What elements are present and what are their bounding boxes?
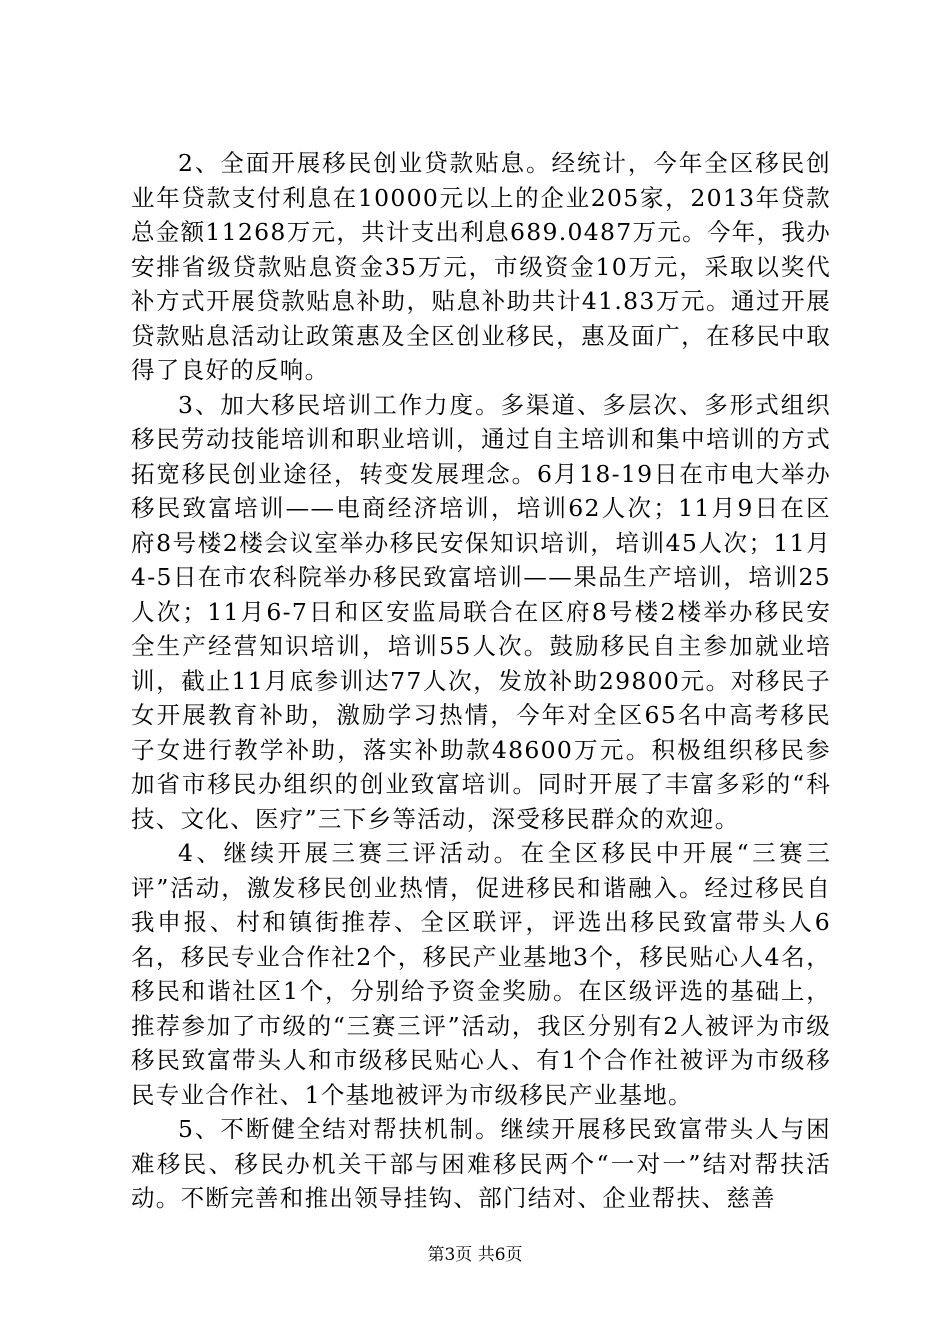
paragraph-three-contests: 4、继续开展三赛三评活动。在全区移民中开展“三赛三评”活动，激发移民创业热情，促进移民和谐融入。经过移民自我申报、村和镇街推荐、全区联评，评选出移民致富带头人6名，移民专业合作社2个，移民产业基地3个，移民贴心人4名，移民和谐社区1个，分别给予资金奖励。在区级评选的基础上，推荐参加了市级的“三赛三评”活动，我区分别有2人被评为市级移民致富带头人和市级移民贴心人、有1个合作社被评为市级移民专业合作社、1个基地被评为市级移民产业基地。 [131,839,831,1109]
paragraph-pairing-assistance: 5、不断健全结对帮扶机制。继续开展移民致富带头人与困难移民、移民办机关干部与困难移民两个“一对一”结对帮扶活动。不断完善和推出领导挂钩、部门结对、企业帮扶、慈善 [131,1115,831,1212]
document-body [131,146,831,1216]
paragraph-training: 3、加大移民培训工作力度。多渠道、多层次、多形式组织移民劳动技能培训和职业培训，通过自主培训和集中培训的方式拓宽移民创业途径，转变发展理念。6月18-19日在市电大举办移民致富培训——电商经济培训，培训62人次；11月9日在区府8号楼2楼会议室举办移民安保知识培训，培训45人次；11月4-5日在市农科院举办移民致富培训——果品生产培训，培训25人次；11月6-7日和区安监局联合在区府8号楼2楼举办移民安全生产经营知识培训，培训55人次。鼓励移民自主参加就业培训，截止11月底参训达77人次，发放补助29800元。对移民子女开展教育补助，激励学习热情，今年对全区65名中高考移民子女进行教学补助，落实补助款48600万元。积极组织移民参加省市移民办组织的创业致富培训。同时开展了丰富多彩的“科技、文化、医疗”三下乡等活动，深受移民群众的欢迎。 [131,390,831,833]
paragraph-loan-subsidy: 2、全面开展移民创业贷款贴息。经统计，今年全区移民创业年贷款支付利息在10000元以上的企业205家，2013年贷款总金额11268万元，共计支出利息689.0487万元。今年，我办安排省级贷款贴息资金35万元，市级资金10万元，采取以奖代补方式开展贷款贴息补助，贴息补助共计41.83万元。通过开展贷款贴息活动让政策惠及全区创业移民，惠及面广，在移民中取得了良好的反响。 [131,149,831,384]
page-footer: 第3页 共6页 [427,1245,523,1265]
